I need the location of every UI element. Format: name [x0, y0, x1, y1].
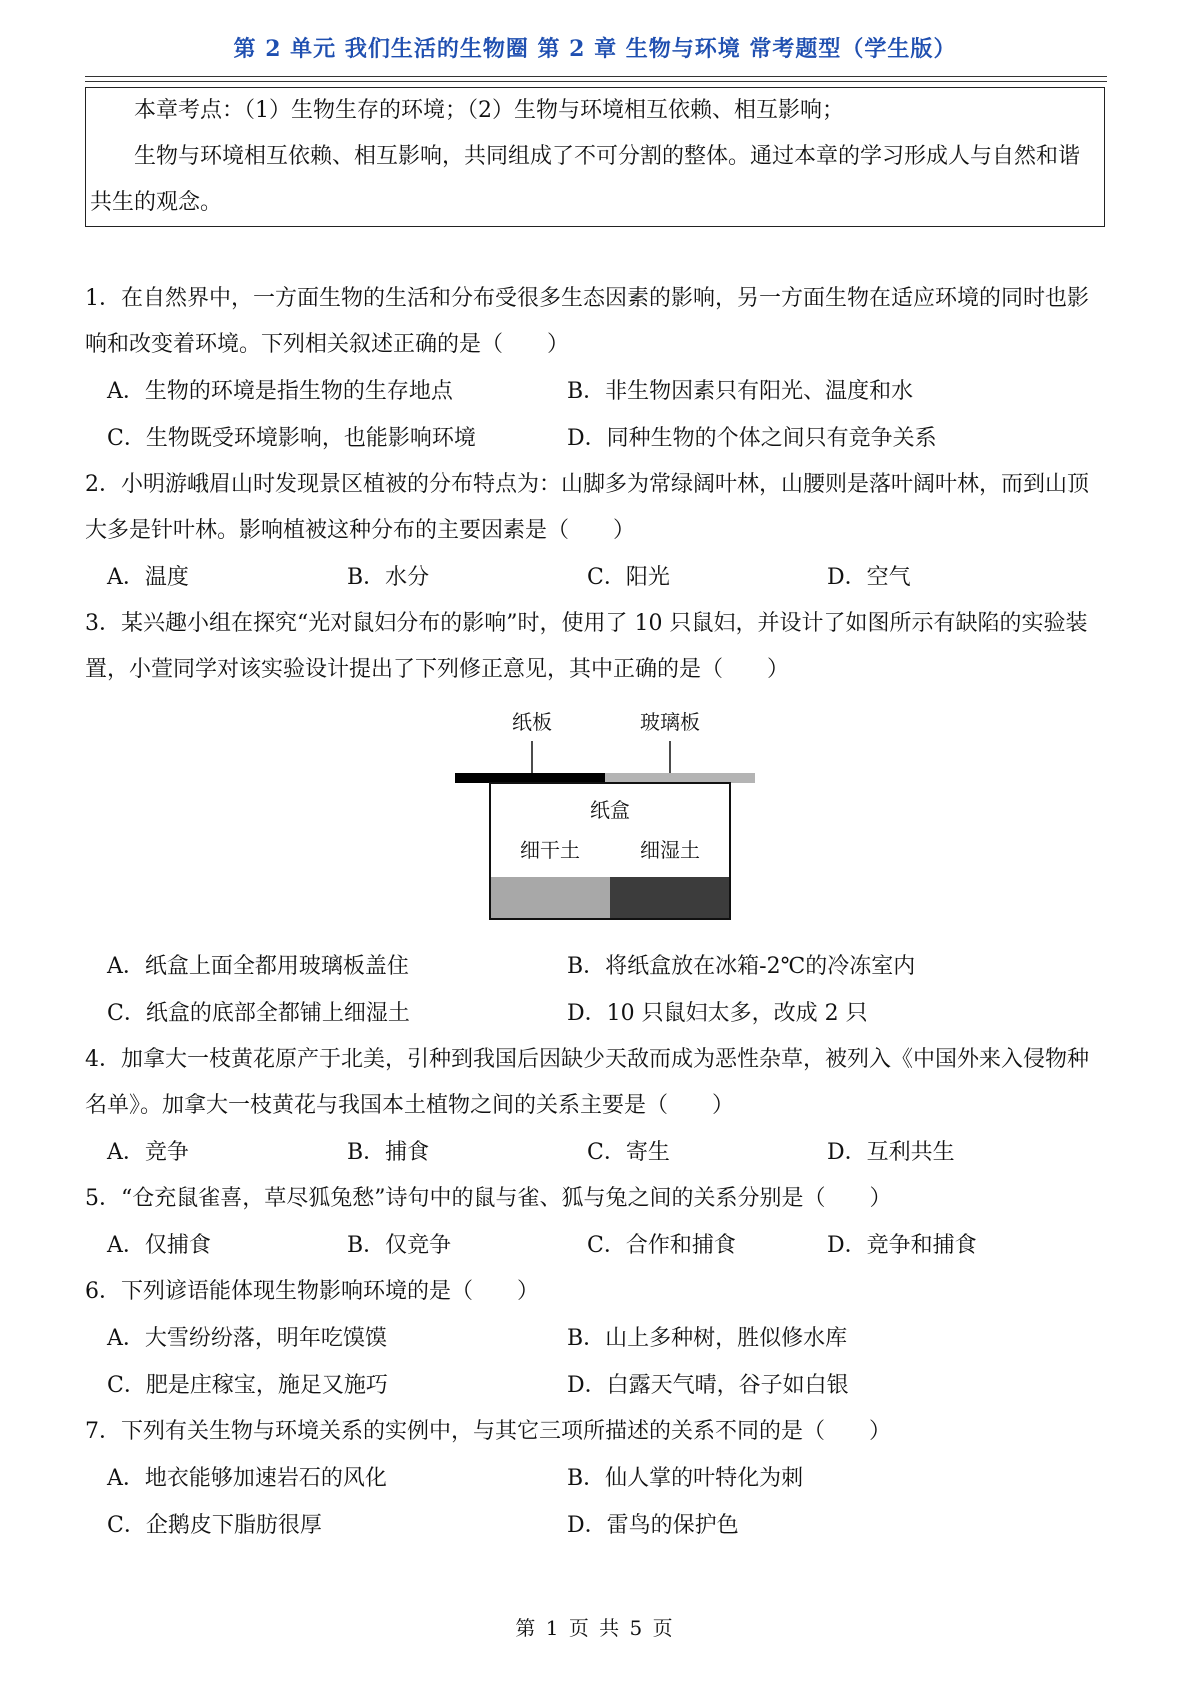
page-title: 第 2 单元 我们生活的生物圈 第 2 章 生物与环境 常考题型（学生版） [233, 36, 957, 62]
option-b[interactable]: B．非生物因素只有阳光、温度和水 [567, 379, 914, 404]
chapter-summary-box [85, 87, 1105, 227]
option-a[interactable]: A．纸盒上面全都用玻璃板盖住 [107, 954, 409, 979]
question-6 [85, 1269, 1107, 1409]
page-footer: 第 1 页 共 5 页 [515, 1616, 675, 1640]
question-5 [85, 1176, 1107, 1269]
summary-line-1: 本章考点：（1）生物生存的环境；（2）生物与环境相互依赖、相互影响； [134, 98, 844, 123]
option-b[interactable]: B．仙人掌的叶特化为刺 [567, 1466, 804, 1491]
label-cardboard: 纸板 [512, 710, 552, 734]
option-b[interactable]: B．山上多种树，胜似修水库 [567, 1326, 848, 1351]
option-grid [85, 554, 1107, 601]
option-a[interactable]: A．仅捕食 [107, 1233, 211, 1258]
option-c[interactable]: C．生物既受环境影响，也能影响环境 [107, 426, 476, 451]
option-b[interactable]: B．捕食 [347, 1140, 430, 1165]
option-b[interactable]: B．将纸盒放在冰箱-2℃的冷冻室内 [567, 954, 916, 979]
option-a[interactable]: A．温度 [107, 565, 189, 590]
cardboard-cover [455, 773, 605, 783]
label-glass: 玻璃板 [640, 710, 700, 734]
question-1 [85, 276, 1107, 462]
question-2 [85, 462, 1107, 601]
option-d[interactable]: D．竞争和捕食 [827, 1233, 977, 1258]
question-list [85, 276, 1107, 1549]
question-stem: 3．某兴趣小组在探究“光对鼠妇分布的影响”时，使用了 10 只鼠妇，并设计了如图所示有缺陷的实验装置，小萱同学对该实验设计提出了下列修正意见，其中正确的是（ ） [85, 611, 1088, 682]
label-box: 纸盒 [590, 798, 630, 822]
option-grid [85, 1129, 1107, 1176]
option-d[interactable]: D．互利共生 [827, 1140, 955, 1165]
option-grid [85, 943, 1107, 1037]
question-stem: 6．下列谚语能体现生物影响环境的是（ ） [85, 1279, 539, 1304]
option-a[interactable]: A．地衣能够加速岩石的风化 [107, 1466, 387, 1491]
question-stem: 5．“仓充鼠雀喜，草尽狐兔愁”诗句中的鼠与雀、狐与兔之间的关系分别是（ ） [85, 1186, 892, 1211]
option-d[interactable]: D．空气 [827, 565, 911, 590]
option-a[interactable]: A．大雪纷纷落，明年吃馍馍 [107, 1326, 387, 1351]
dry-soil-layer [491, 877, 610, 918]
option-c[interactable]: C．肥是庄稼宝，施足又施巧 [107, 1373, 388, 1398]
experiment-figure [85, 693, 1107, 943]
question-stem: 4．加拿大一枝黄花原产于北美，引种到我国后因缺少天敌而成为恶性杂草，被列入《中国外来入侵物种名单》。加拿大一枝黄花与我国本土植物之间的关系主要是（ ） [85, 1047, 1090, 1118]
experiment-diagram [440, 699, 760, 939]
option-grid [85, 1222, 1107, 1269]
option-c[interactable]: C．企鹅皮下脂肪很厚 [107, 1513, 322, 1538]
option-b[interactable]: B．仅竞争 [347, 1233, 452, 1258]
option-grid [85, 1315, 1107, 1409]
option-c[interactable]: C．寄生 [587, 1140, 670, 1165]
summary-line-2: 生物与环境相互依赖、相互影响，共同组成了不可分割的整体。通过本章的学习形成人与自然和谐共生的观念。 [90, 144, 1081, 215]
question-stem: 7．下列有关生物与环境关系的实例中，与其它三项所描述的关系不同的是（ ） [85, 1419, 891, 1444]
option-a[interactable]: A．竞争 [107, 1140, 189, 1165]
option-grid [85, 368, 1107, 462]
option-grid [85, 1455, 1107, 1549]
wet-soil-layer [610, 877, 729, 918]
question-3 [85, 601, 1107, 1037]
option-c[interactable]: C．纸盒的底部全都铺上细湿土 [107, 1001, 410, 1026]
question-stem: 1．在自然界中，一方面生物的生活和分布受很多生态因素的影响，另一方面生物在适应环境的同时也影响和改变着环境。下列相关叙述正确的是（ ） [85, 286, 1090, 357]
option-a[interactable]: A．生物的环境是指生物的生存地点 [107, 379, 453, 404]
label-wet-soil: 细湿土 [640, 838, 700, 862]
header-rule-thin [85, 81, 1107, 82]
question-7 [85, 1409, 1107, 1549]
glass-cover [605, 773, 755, 783]
label-dry-soil: 细干土 [520, 838, 580, 862]
option-b[interactable]: B．水分 [347, 565, 430, 590]
option-d[interactable]: D．10 只鼠妇太多，改成 2 只 [567, 1001, 868, 1026]
question-stem: 2．小明游峨眉山时发现景区植被的分布特点为：山脚多为常绿阔叶林，山腰则是落叶阔叶林，而到山顶大多是针叶林。影响植被这种分布的主要因素是（ ） [85, 472, 1090, 543]
option-d[interactable]: D．白露天气晴，谷子如白银 [567, 1373, 849, 1398]
option-c[interactable]: C．合作和捕食 [587, 1233, 736, 1258]
option-c[interactable]: C．阳光 [587, 565, 670, 590]
header-rule-thick [85, 76, 1107, 77]
option-d[interactable]: D．同种生物的个体之间只有竞争关系 [567, 426, 937, 451]
option-d[interactable]: D．雷鸟的保护色 [567, 1513, 739, 1538]
question-4 [85, 1037, 1107, 1176]
